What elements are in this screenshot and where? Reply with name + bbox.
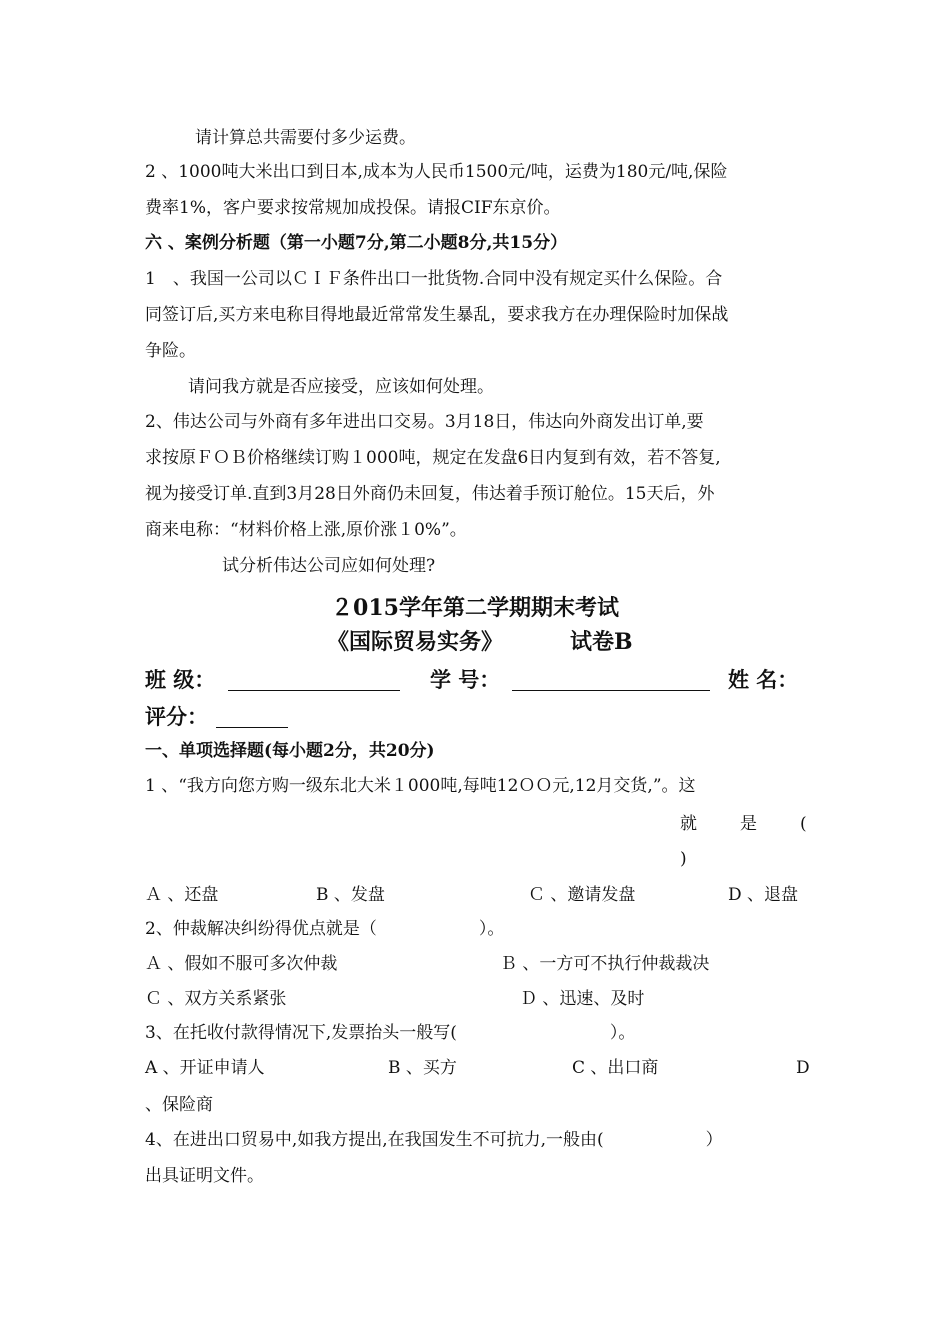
exam-title: ２015学年第二学期期末考试 [331,595,619,621]
q1-option-b: B 、发盘 [316,885,385,905]
q1-bracket-close: ) [680,849,687,869]
q1-option-d: D 、退盘 [728,885,799,905]
case-1-line-3: 争险。 [145,341,196,361]
score-blank[interactable] [216,727,288,728]
q3-option-d: D [796,1058,810,1078]
q4-stem-cont: 出具证明文件。 [145,1166,264,1186]
q2-option-c: Ｃ 、双方关系紧张 [145,989,287,1009]
case-2-line-4: 商来电称：“材料价格上涨,原价涨１0%”。 [145,520,467,540]
section-6-heading: 六 、案例分析题（第一小题7分,第二小题8分,共15分） [145,233,568,253]
q1-stem: 1 、“我方向您方购一级东北大米１000吨,每吨12ＯＯ元,12月交货,”。这 [145,776,696,796]
q3-option-a: A 、开证申请人 [145,1058,265,1078]
q1-stem-cont-1: 就 [680,814,697,834]
q2-option-b: Ｂ 、一方可不执行仲裁裁决 [500,954,710,974]
section-1-heading: 一、单项选择题(每小题2分，共20分) [145,741,435,761]
class-blank[interactable] [228,690,400,691]
case-1-line-2: 同签订后,买方来电称目得地最近常常发生暴乱，要求我方在办理保险时加保战 [145,305,729,325]
q1-bracket-open: ( [800,814,807,834]
case-2-line-3: 视为接受订单.直到3月28日外商仍未回复，伟达着手预订舱位。15天后，外 [145,484,715,504]
exam-subtitle-paper: 试卷B [570,629,633,655]
q1-stem-cont-2: 是 [740,814,757,834]
case-2-line-2: 求按原ＦＯＢ价格继续订购１000吨，规定在发盘6日内复到有效，若不答复, [145,448,721,468]
case-2-line-1: 2、伟达公司与外商有多年进出口交易。3月18日，伟达向外商发出订单,要 [145,412,704,432]
question-2-line-2: 费率1%，客户要求按常规加成投保。请报CIF东京价。 [145,198,561,218]
question-2-line: 2 、1000吨大米出口到日本,成本为人民币1500元/吨，运费为180元/吨,保险 [145,162,728,182]
name-label: 姓 名： [728,667,799,692]
class-label: 班 级： [145,667,216,692]
calc-freight-line: 请计算总共需要付多少运费。 [195,128,416,148]
case-1-question: 请问我方就是否应接受，应该如何处理。 [188,377,494,397]
exam-subtitle-course: 《国际贸易实务》 [327,629,504,655]
student-id-label: 学 号： [430,667,501,692]
case-1-line-1: 1 、我国一公司以ＣＩＦ条件出口一批货物.合同中没有规定买什么保险。合 [145,269,723,289]
q3-stem: 3、在托收付款得情况下,发票抬头一般写( ）。 [145,1023,636,1043]
score-label: 评分： [145,704,208,729]
student-id-blank[interactable] [512,690,710,691]
q3-option-c: C 、出口商 [572,1058,659,1078]
q3-option-b: B 、买方 [388,1058,457,1078]
q1-option-a: Ａ 、还盘 [145,885,219,905]
case-2-question: 试分析伟达公司应如何处理? [222,556,436,576]
q3-option-d-text: 、保险商 [145,1095,213,1115]
q2-option-d: Ｄ 、迅速、及时 [520,989,645,1009]
q4-stem: 4、在进出口贸易中,如我方提出,在我国发生不可抗力,一般由( ） [145,1130,723,1150]
q2-option-a: Ａ 、假如不服可多次仲裁 [145,954,338,974]
q1-option-c: Ｃ 、邀请发盘 [528,885,636,905]
q2-stem: 2、仲裁解决纠纷得优点就是（ ）。 [145,919,505,939]
